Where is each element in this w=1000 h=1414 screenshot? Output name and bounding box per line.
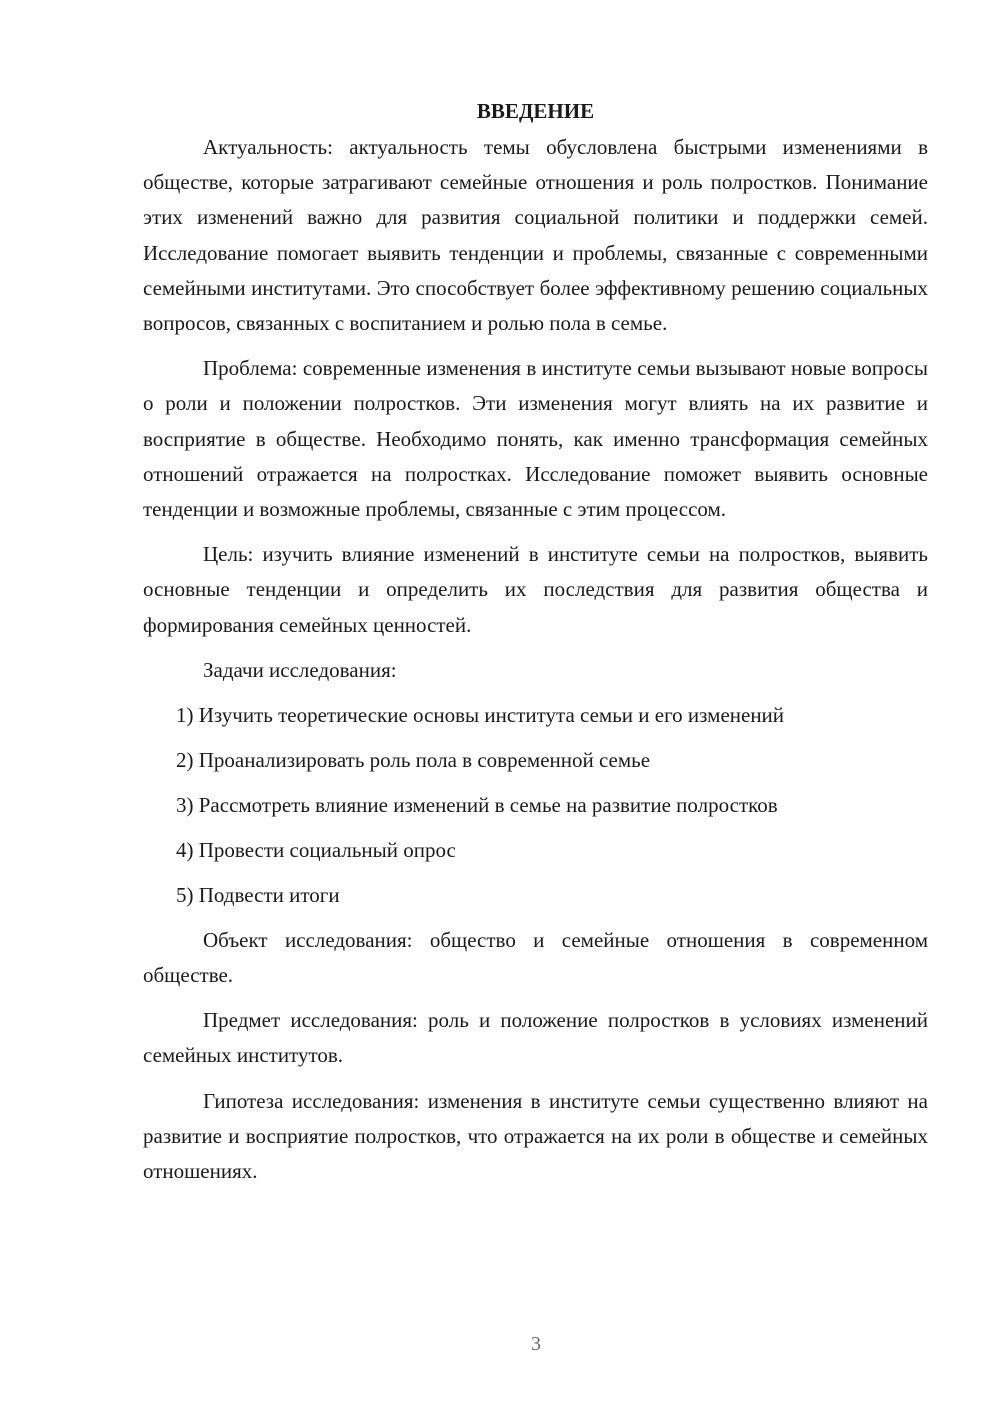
document-page [143, 96, 928, 1199]
tasks-list [143, 698, 928, 913]
problem-paragraph: Проблема: современные изменения в институте семьи вызывают новые вопросы о роли и положении полростков. Эти изменения могут влиять на их развитие и восприятие в обществе. Необходимо понять, как именно трансформация семейных отношений отражается на полростках. Исследование поможет выявить основные тенденции и возможные проблемы, связанные с этим процессом. [143, 356, 928, 522]
page-number: 3 [531, 1333, 541, 1355]
task-item: 2) Проанализировать роль пола в современной семье [176, 747, 651, 772]
task-item: 4) Провести социальный опрос [176, 837, 456, 862]
goal-paragraph: Цель: изучить влияние изменений в институте семьи на полростков, выявить основные тенденции и определить их последствия для развития общества и формирования семейных ценностей. [143, 542, 928, 637]
relevance-paragraph: Актуальность: актуальность темы обусловлена быстрыми изменениями в обществе, которые затрагивают семейные отношения и роль полростков. Понимание этих изменений важно для развития социальной политики и поддержки семей. Исследование помогает выявить тенденции и проблемы, связанные с современными семейными институтами. Это способствует более эффективному решению социальных вопросов, связанных с воспитанием и ролью пола в семье. [143, 135, 928, 336]
subject-paragraph: Предмет исследования: роль и положение полростков в условиях изменений семейных институтов. [143, 1008, 928, 1068]
hypothesis-paragraph: Гипотеза исследования: изменения в институте семьи существенно влияют на развитие и восприятие полростков, что отражается на их роли в обществе и семейных отношениях. [143, 1088, 928, 1184]
task-item: 1) Изучить теоретические основы института семьи и его изменений [176, 702, 785, 727]
tasks-heading: Задачи исследования: [203, 657, 397, 682]
task-item: 5) Подвести итоги [176, 882, 340, 907]
section-title: ВВЕДЕНИЕ [476, 99, 595, 123]
task-item: 3) Рассмотреть влияние изменений в семье на развитие полростков [176, 792, 778, 817]
object-paragraph: Объект исследования: общество и семейные отношения в современном обществе. [143, 927, 928, 988]
